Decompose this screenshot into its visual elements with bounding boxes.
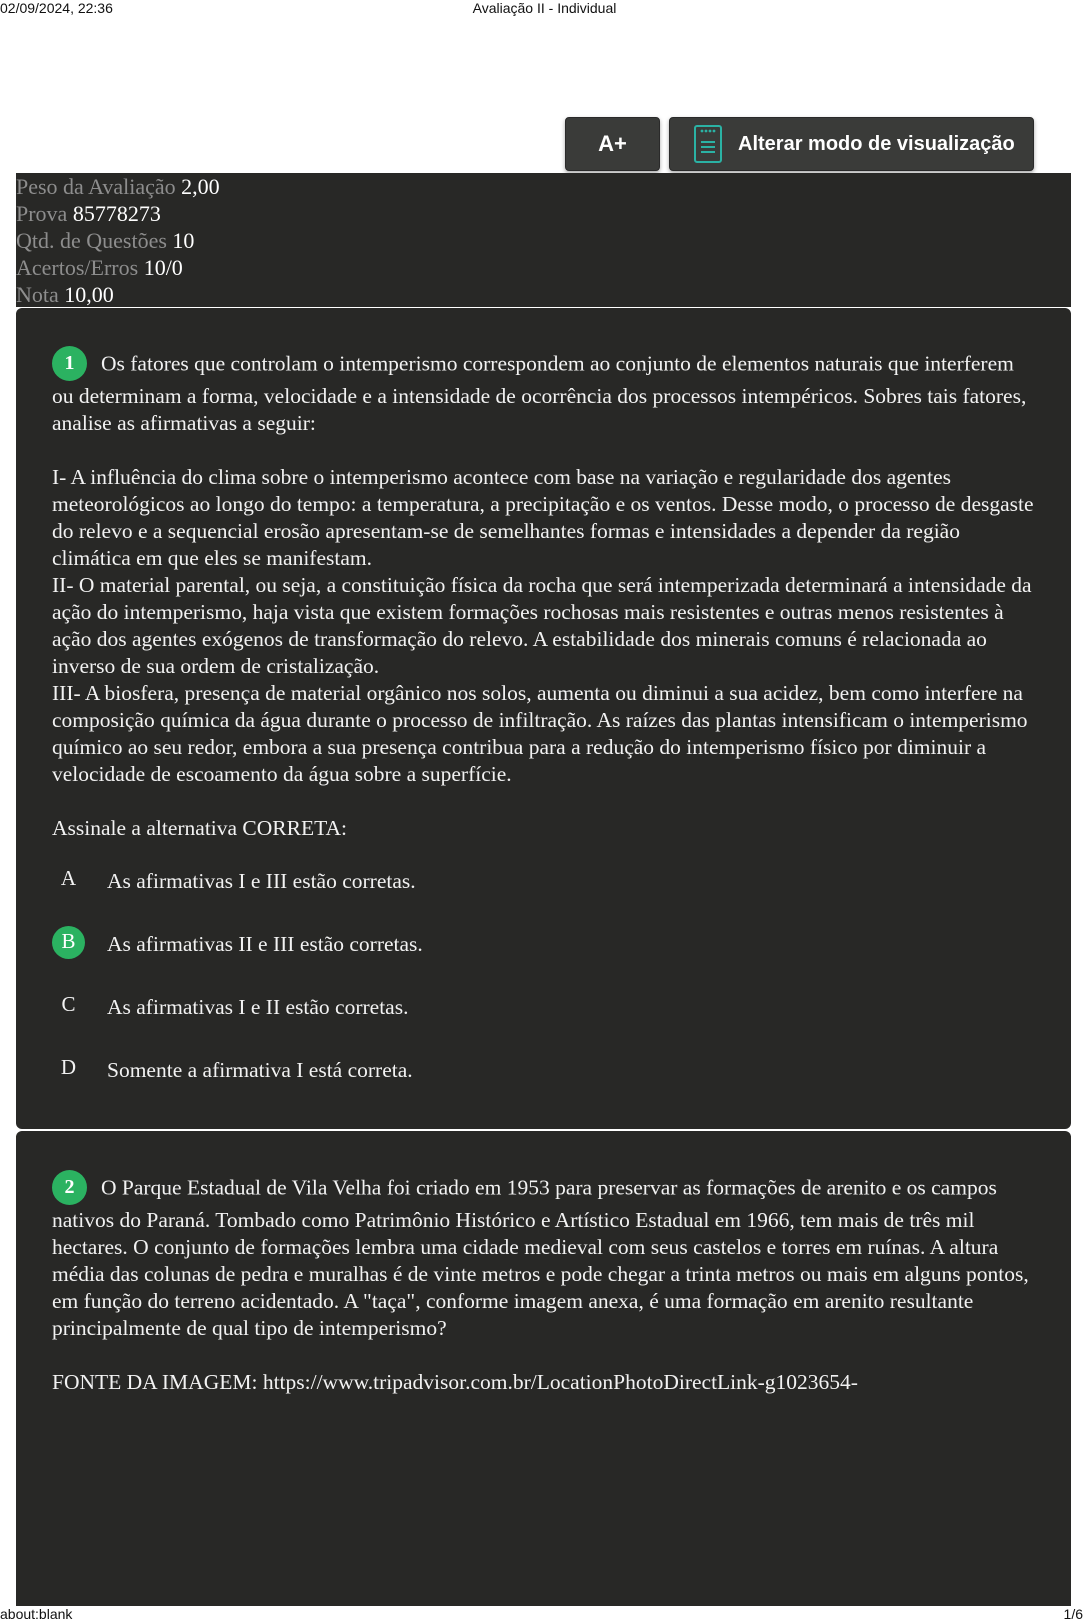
info-row-weight: [16, 173, 1071, 200]
question-number-badge: 1: [52, 346, 87, 381]
print-url: about:blank: [0, 1606, 73, 1622]
question-number-badge: 2: [52, 1170, 87, 1205]
print-datetime: 02/09/2024, 22:36: [0, 0, 113, 16]
info-row-exam: [16, 200, 1071, 227]
question-prompt: Assinale a alternativa CORRETA:: [52, 816, 348, 840]
toolbar: [565, 117, 1034, 171]
question-statement: [52, 348, 1035, 437]
info-row-hits-misses: [16, 254, 1071, 281]
info-row-grade: [16, 281, 1071, 308]
view-mode-button[interactable]: [669, 117, 1034, 171]
answer-options: [52, 850, 1035, 1102]
answer-option-d[interactable]: [52, 1039, 1035, 1102]
info-value: 85778273: [72, 201, 161, 226]
question-card-1: [16, 308, 1071, 1129]
info-value: 10,00: [64, 282, 114, 307]
info-value: 10: [172, 228, 195, 253]
image-source: FONTE DA IMAGEM: https://www.tripadvisor.com.br/LocationPhotoDirectLink-g1023654-: [52, 1370, 858, 1394]
view-mode-label: Alterar modo de visualização: [738, 132, 1015, 155]
question-card-2: [16, 1131, 1071, 1606]
option-letter: D: [60, 1055, 77, 1079]
answer-option-a[interactable]: [52, 850, 1035, 913]
assessment-info: [16, 173, 1071, 307]
info-label: Acertos/Erros: [16, 255, 139, 280]
print-header: [0, 0, 1089, 18]
info-label: Prova: [16, 201, 68, 226]
option-letter-selected: B: [52, 926, 85, 959]
option-letter: C: [61, 992, 76, 1016]
question-statement-text: O Parque Estadual de Vila Velha foi criado em 1953 para preservar as formações de arenito e os campos nativos do Paraná. Tombado como Patrimônio Histórico e Artístico Estadual em 1966, tem mais de três mil hectares. O conjunto de formações lembra uma cidade medieval com seus castelos e torres em ruínas. A altura média das colunas de pedra e muralhas é de vinte metros e pode chegar a trinta metros ou mais em alguns pontos, em função do terreno acidentado. A "taça", conforme imagem anexa, é uma formação em arenito resultante principalmente de qual tipo de intemperismo?: [52, 1175, 1029, 1340]
document-icon: [694, 125, 722, 163]
option-text: As afirmativas I e II estão corretas.: [107, 995, 409, 1019]
statement-item-3: III- A biosfera, presença de material orgânico nos solos, aumenta ou diminui a sua acidez, bem como interfere na composição química da água durante o processo de infiltração. As raízes das plantas intensificam o intemperismo químico ao seu redor, embora a sua presença contribua para a redução do intemperismo físico por diminuir a velocidade de escoamento da água sobre a superfície.: [52, 681, 1028, 786]
option-text: As afirmativas II e III estão corretas.: [107, 932, 423, 956]
print-footer: [0, 1606, 1089, 1624]
info-value: 10/0: [143, 255, 183, 280]
print-title: Avaliação II - Individual: [472, 0, 617, 16]
option-letter: A: [60, 866, 77, 890]
font-size-button[interactable]: A+: [565, 117, 660, 171]
answer-option-b[interactable]: [52, 913, 1035, 976]
statement-item-1: I- A influência do clima sobre o intemperismo acontece com base na variação e regularidade dos agentes meteorológicos ao longo do tempo: a temperatura, a precipitação e os ventos. Desse modo, o processo de desgaste do relevo e a sequencial erosão apresentam-se de semelhantes formas e intensidades a depender da região climática em que eles se manifestam.: [52, 465, 1034, 570]
option-text: As afirmativas I e III estão corretas.: [107, 869, 416, 893]
info-label: Nota: [16, 282, 59, 307]
info-value: 2,00: [181, 174, 220, 199]
statement-item-2: II- O material parental, ou seja, a constituição física da rocha que será intemperizada determinará a intensidade da ação do intemperismo, haja vista que existem formações rochosas mais resistentes e outras menos resistentes à ação dos agentes exógenos de transformação do relevo. A estabilidade dos minerais comuns é relacionada ao inverso de sua ordem de cristalização.: [52, 573, 1032, 678]
print-page-number: 1/6: [1063, 1606, 1083, 1622]
answer-option-c[interactable]: [52, 976, 1035, 1039]
option-text: Somente a afirmativa I está correta.: [107, 1058, 413, 1082]
info-label: Qtd. de Questões: [16, 228, 167, 253]
question-statement-text: Os fatores que controlam o intemperismo correspondem ao conjunto de elementos naturais que interferem ou determinam a forma, velocidade e a intensidade de ocorrência dos processos intempéricos. Sobres tais fatores, analise as afirmativas a seguir:: [52, 351, 1027, 435]
question-statement: [52, 1172, 1035, 1342]
info-label: Peso da Avaliação: [16, 174, 176, 199]
info-row-question-count: [16, 227, 1071, 254]
